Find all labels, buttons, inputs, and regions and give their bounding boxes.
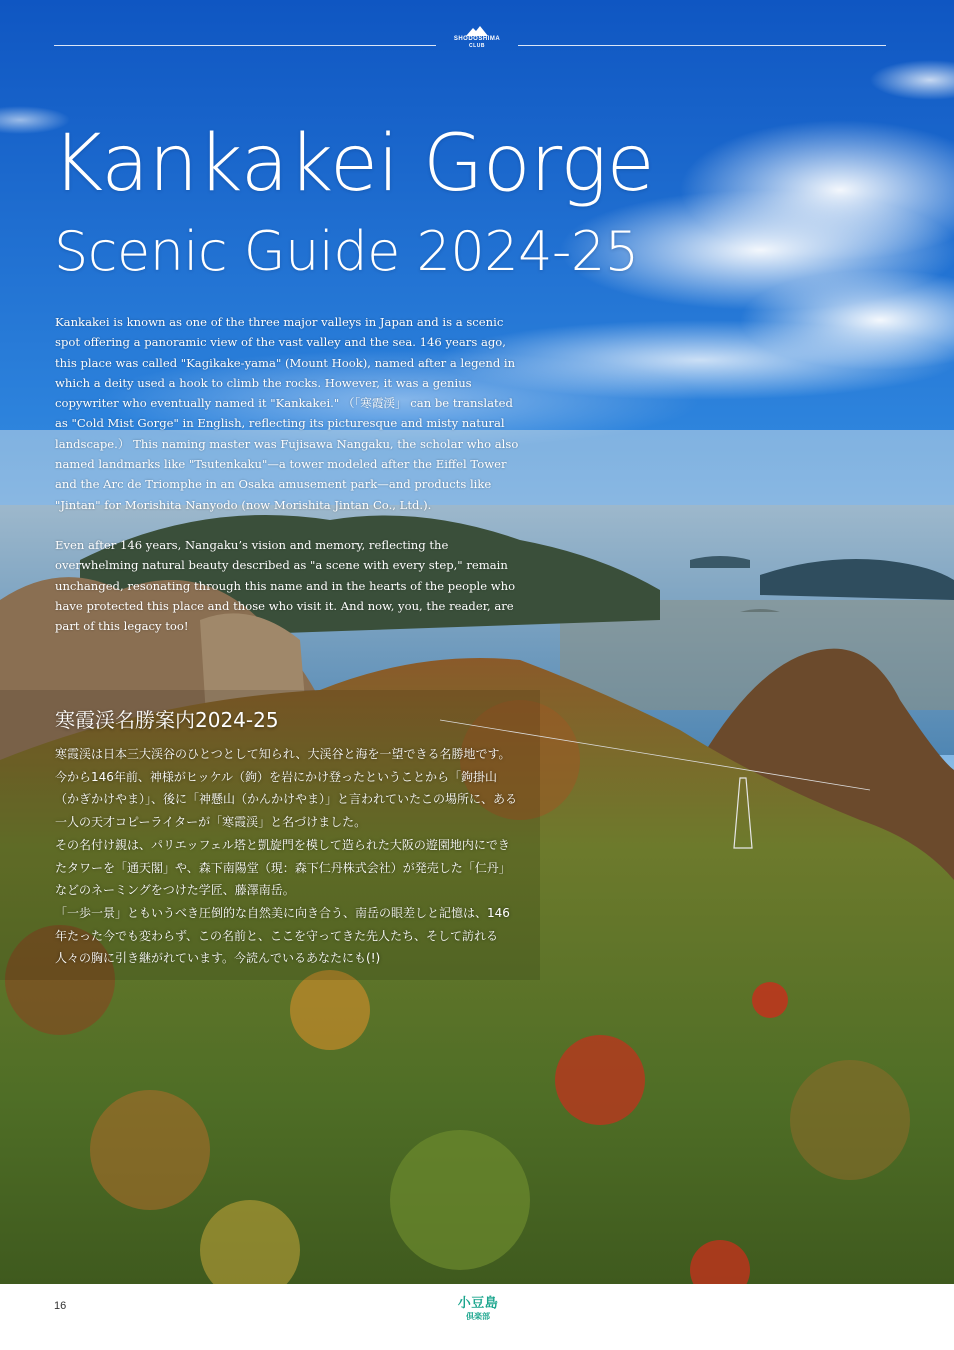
japanese-paragraph-3: 「一歩一景」ともいうべき圧倒的な自然美に向き合う、南岳の眼差しと記憶は、146年たった今でも変わらず、この名前と、ここを守ってきた先人たち、そして訪れる人々の胸に引き継がれています。今読んでいるあなたにも(!): [55, 905, 510, 966]
japanese-body: [55, 743, 520, 970]
footer-logo-line-1: 小豆島: [457, 1296, 499, 1311]
page-title: Kankakei Gorge: [52, 119, 655, 209]
shodoshima-club-logo: [436, 26, 518, 58]
shodoshima-club-footer-logo: [448, 1296, 508, 1322]
mountain-icon: [466, 26, 488, 36]
intro-paragraph-2: Even after 146 years, Nangaku’s vision and memory, reflecting the overwhelming natural beauty described as "a scene with every step," remain unchanged, resonating through this name and in the hearts of the people who have protected this place and those who visit it. And now, you, the reader, are part of this legacy too!: [55, 537, 516, 634]
japanese-paragraph-2: その名付け親は、パリエッフェル塔と凱旋門を模して造られた大阪の遊園地内にできたタワーを「通天閣」や、森下南陽堂（現：森下仁丹株式会社）が発売した「仁丹」などのネーミングをつけた学匠、藤澤南岳。: [55, 837, 511, 898]
logo-text-shodoshima: SHODOSHIMA: [453, 36, 501, 42]
logo-text-club: CLUB: [469, 43, 485, 49]
japanese-heading: 寒霞渓名勝案内2024-25: [55, 708, 279, 732]
footer-logo-line-2: 倶楽部: [466, 1312, 490, 1321]
english-intro: [55, 312, 523, 656]
header-rule-right: [518, 45, 886, 46]
intro-paragraph-1: Kankakei is known as one of the three major valleys in Japan and is a scenic spot offering a panoramic view of the vast valley and the sea. 146 years ago, this place was called "Kagikake-yama" (Mount Hook), named after a legend in which a deity used a hook to climb the rocks. However, it was a genius copywriter who eventually named it "Kankakei." （「寒霞渓」 can be translated as "Cold Mist Gorge" in English, reflecting its picturesque and misty natural landscape.） This naming master was Fujisawa Nangaku, the scholar who also named landmarks like "Tsutenkaku"—a tower modeled after the Eiffel Tower and the Arc de Triomphe in an Osaka amusement park—and products like "Jintan" for Morishita Nanyodo (now Morishita Jintan Co., Ltd.).: [55, 315, 519, 512]
japanese-paragraph-1: 寒霞渓は日本三大渓谷のひとつとして知られ、大渓谷と海を一望できる名勝地です。今から146年前、神様がヒッケル（鉤）を岩にかけ登ったということから「鉤掛山（かぎかけやま）」、後に「神懸山（かんかけやま）」と言われていたこの場所に、ある一人の天才コピーライターが「寒霞渓」と名づけました。: [55, 747, 518, 830]
page-subtitle: Scenic Guide 2024-25: [54, 220, 639, 283]
page-number: 16: [54, 1300, 67, 1312]
header-rule-left: [54, 45, 436, 46]
